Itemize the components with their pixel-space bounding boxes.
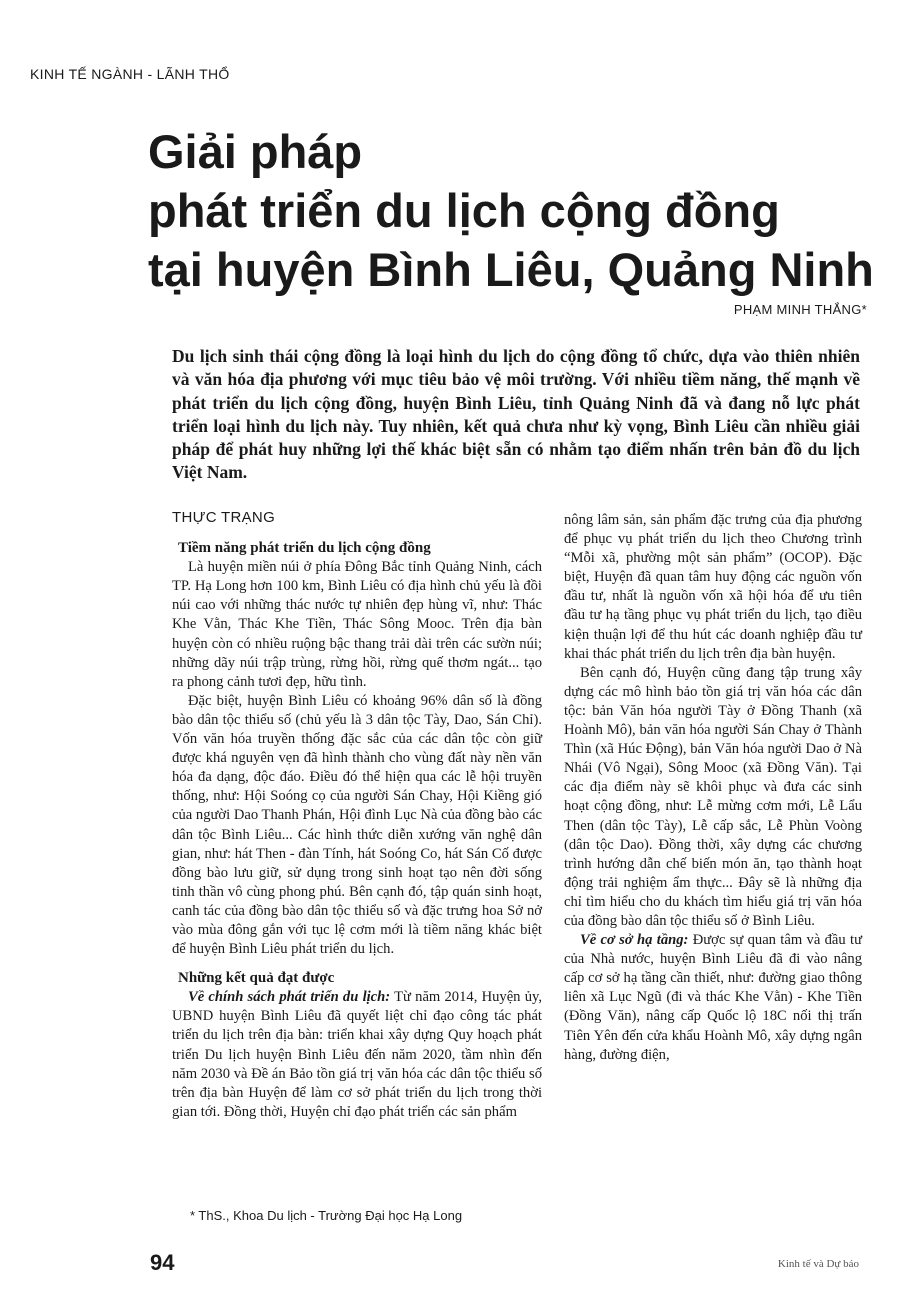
title-line-2: phát triển du lịch cộng đồng xyxy=(148,184,780,237)
subheading-tiem-nang: Tiềm năng phát triển du lịch cộng đồng xyxy=(178,540,431,557)
paragraph-6 xyxy=(564,931,862,1065)
right-column xyxy=(564,511,862,1065)
paragraph-3-text: Từ năm 2014, Huyện ủy, UBND huyện Bình Liêu đã quyết liệt chỉ đạo công tác phát triển du lịch trên địa bàn: triển khai xây dựng Quy hoạch phát triển Du lịch huyện Bình Liêu đến năm 2020, tầm nhìn đến năm 2030 và Đề án Bảo tồn giá trị văn hóa các dân tộc thiểu số trên địa bàn Huyện để làm cơ sở phát triển du lịch trong thời gian tới. Đồng thời, Huyện chỉ đạo phát triển các sản phẩm xyxy=(172,989,542,1120)
paragraph-6-text: Được sự quan tâm và đầu tư của Nhà nước, huyện Bình Liêu đã đi vào nâng cấp cơ sở hạ tầng cần thiết, như: đường giao thông liên xã Lục Ngũ (đi và thác Khe Vằn) - Khe Tiền (Đồng Văn), nâng cấp Quốc lộ 18C nối thị trấn Tiên Yên đến cửa khẩu Hoành Mô, xây dựng ngân hàng, đường điện, xyxy=(564,932,862,1063)
paragraph-3 xyxy=(172,988,542,1122)
paragraph-4: nông lâm sản, sản phẩm đặc trưng của địa phương để phục vụ phát triển du lịch theo Chương trình “Mỗi xã, phường một sản phẩm” (OCOP). Đặc biệt, Huyện đã quan tâm huy động các nguồn vốn đầu tư, nhất là nguồn vốn xã hội hóa để ưu tiên đầu tư hạ tầng phục vụ phát triển du lịch, tạo điều kiện thuận lợi để thu hút các doanh nghiệp đầu tư khai thác phát triển du lịch trên địa bàn huyện. xyxy=(564,512,862,662)
journal-name: Kinh tế và Dự báo xyxy=(777,1258,859,1270)
title-line-1: Giải pháp xyxy=(148,125,363,178)
footnote: * ThS., Khoa Du lịch - Trường Đại học Hạ Long xyxy=(190,1208,463,1223)
paragraph-5: Bên cạnh đó, Huyện cũng đang tập trung xây dựng các mô hình bảo tồn giá trị văn hóa các dân tộc: bản Văn hóa người Tày ở Đồng Thanh (xã Hoành Mô), bản văn hóa người Sán Chay ở Thành Thìn (xã Húc Động), bản Văn hóa người Dao ở Nà Nhái (Vô Ngại), Sông Mooc (xã Đồng Văn). Tại các địa điểm này sẽ khôi phục và đưa các sinh hoạt cộng đồng, như: Lễ mừng cơm mới, Lễ Lẩu Then (dân tộc Tày), Lễ cấp sắc, Lễ Phùn Voòng (dân tộc Dao). Đồng thời, xây dựng các chương trình hướng dẫn chế biến món ăn, tạo thành hoạt động trải nghiệm ẩm thực... Đây sẽ là những địa chỉ tìm hiểu cho du khách tìm hiểu giá trị văn hóa của đồng bào dân tộc thiểu số ở Bình Liêu. xyxy=(564,664,862,929)
left-column xyxy=(172,508,542,1122)
page-number: 94 xyxy=(150,1250,175,1275)
section-label: KINH TẾ NGÀNH - LÃNH THỔ xyxy=(30,66,230,82)
paragraph-2: Đặc biệt, huyện Bình Liêu có khoảng 96% dân số là đồng bào dân tộc thiểu số (chủ yếu là 3 dân tộc Tày, Dao, Sán Chỉ). Vốn văn hóa truyền thống đặc sắc của các dân tộc còn giữ được khá nguyên vẹn đã hình thành cho vùng đất này nền văn hóa đa dạng, độc đáo. Điều đó thể hiện qua các lễ hội truyền thống, như: Hội Soóng cọ của người Sán Chay, Hội Kiềng gió của người Dao Thanh Phán, Hội đình Lục Nà của đồng bào các dân tộc Bình Liêu... Các hình thức diễn xướng văn nghệ dân gian, như: hát Then - đàn Tính, hát Soóng Co, hát Sán Cố được đồng bào lưu giữ, sử dụng trong sinh hoạt tạo nên đời sống tinh thần vô cùng phong phú. Bên cạnh đó, tập quán sinh hoạt, canh tác của đồng bào dân tộc thiểu số và đặc trưng hoa Sở nở vào mùa đông gắn với tục lệ cơm mới là tiềm năng khác biệt để huyện Bình Liêu phát triển du lịch. xyxy=(172,692,542,958)
paragraph-6-lead: Về cơ sở hạ tầng: xyxy=(580,932,689,949)
author: PHẠM MINH THẮNG* xyxy=(733,302,867,317)
heading-thuc-trang: THỰC TRẠNG xyxy=(172,509,276,526)
abstract: Du lịch sinh thái cộng đồng là loại hình du lịch do cộng đồng tổ chức, dựa vào thiên nhiên và văn hóa địa phương với mục tiêu bảo vệ môi trường. Với nhiều tiềm năng, thế mạnh về phát triển du lịch cộng đồng, huyện Bình Liêu, tỉnh Quảng Ninh đã và đang nỗ lực phát triển loại hình du lịch này. Tuy nhiên, kết quả chưa như kỳ vọng, Bình Liêu cần nhiều giải pháp để phát huy những lợi thế khác biệt sẵn có nhằm tạo điểm nhấn trên bản đồ du lịch Việt Nam. xyxy=(172,346,860,483)
paragraph-1: Là huyện miền núi ở phía Đông Bắc tỉnh Quảng Ninh, cách TP. Hạ Long hơn 100 km, Bình Liêu có địa hình chủ yếu là đồi núi cao với những thác nước tự nhiên đẹp hùng vĩ, như: Thác Khe Vằn, Thác Khe Tiền, Thác Sông Mooc. Trên địa bàn huyện còn có nhiều ruộng bậc thang trải dài trên các sườn núi; những dãy núi trập trùng, rừng hồi, rừng quế thơm ngát... tạo ra phong cảnh tươi đẹp, hữu tình. xyxy=(172,559,542,690)
paragraph-3-lead: Về chính sách phát triển du lịch: xyxy=(188,989,391,1006)
title-line-3: tại huyện Bình Liêu, Quảng Ninh xyxy=(148,243,874,296)
article-title xyxy=(148,122,874,299)
subheading-ket-qua: Những kết quả đạt được xyxy=(178,970,335,987)
